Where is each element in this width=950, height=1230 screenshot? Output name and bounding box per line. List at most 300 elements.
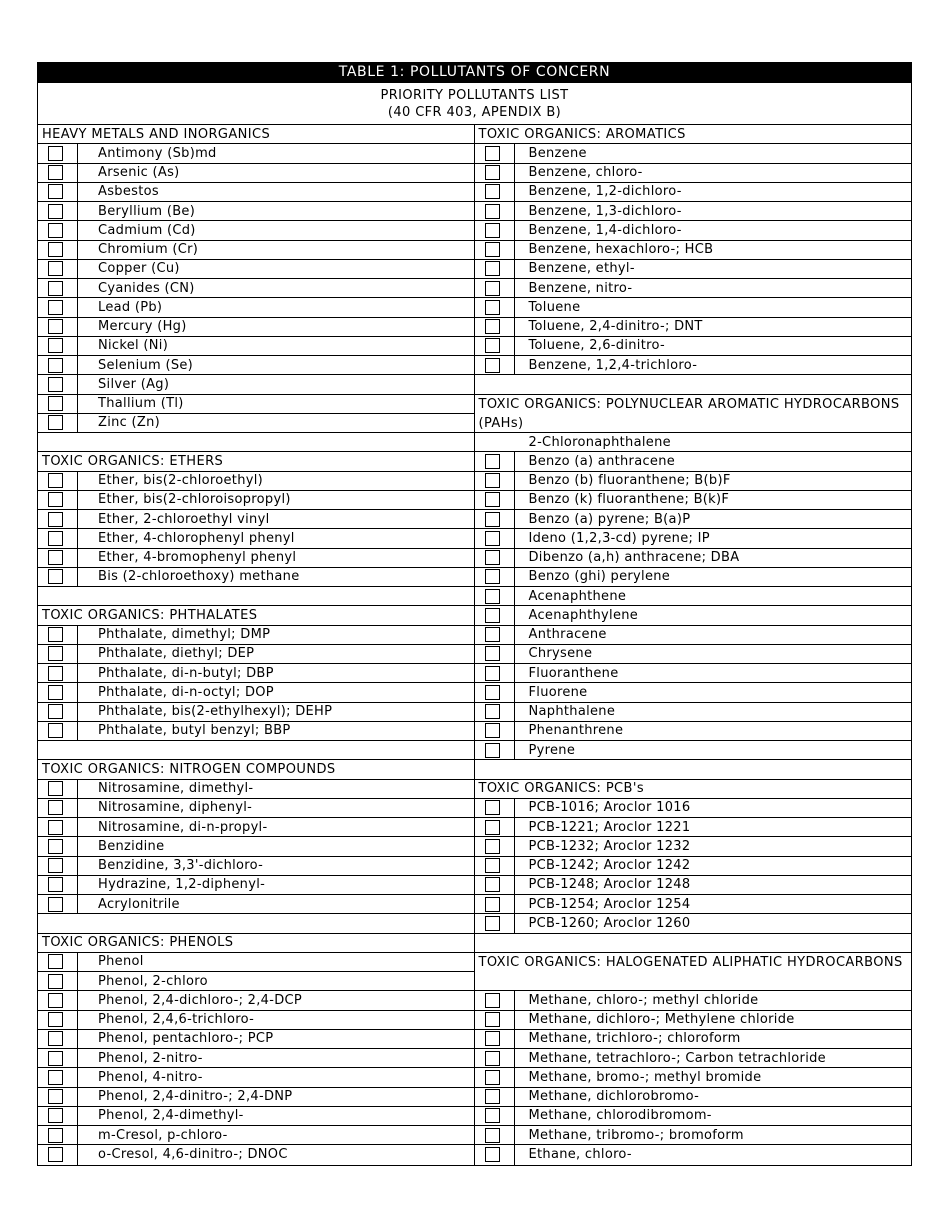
pollutant-label: Phthalate, diethyl; DEP	[98, 646, 255, 662]
pollutant-row	[38, 837, 474, 856]
pollutant-label: Ether, 4-bromophenyl phenyl	[98, 550, 297, 566]
pollutant-row	[475, 452, 912, 471]
pollutant-label: Phenol, 2,4-dimethyl-	[98, 1108, 244, 1124]
pollutant-row	[475, 1030, 912, 1049]
checkbox[interactable]	[48, 512, 63, 527]
pollutant-label: Fluoranthene	[528, 665, 619, 681]
checkbox[interactable]	[48, 319, 63, 334]
pollutant-row	[475, 1049, 912, 1068]
pollutant-row	[38, 414, 474, 433]
checkbox[interactable]	[485, 569, 500, 584]
pollutant-row	[38, 991, 474, 1010]
checkbox[interactable]	[485, 1031, 500, 1046]
checkbox-cell	[38, 953, 78, 971]
checkbox[interactable]	[485, 1089, 500, 1104]
pollutant-row	[38, 510, 474, 529]
checkbox-cell	[475, 491, 515, 509]
checkbox-cell	[38, 664, 78, 682]
pollutant-label: Toluene, 2,4-dinitro-; DNT	[528, 319, 703, 335]
checkbox-cell	[38, 144, 78, 162]
pollutant-label: Benzene, 1,2,4-trichloro-	[528, 357, 698, 373]
checkbox[interactable]	[485, 184, 500, 199]
pollutant-label: Phenol, 2-chloro	[98, 973, 208, 989]
checkbox-cell	[475, 318, 515, 336]
checkbox-cell	[38, 780, 78, 798]
checkbox[interactable]	[485, 800, 500, 815]
checkbox[interactable]	[485, 1108, 500, 1123]
checkbox[interactable]	[485, 897, 500, 912]
pollutant-label: Benzene, nitro-	[528, 280, 633, 296]
checkbox[interactable]	[485, 1070, 500, 1085]
checkbox[interactable]	[485, 993, 500, 1008]
checkbox[interactable]	[485, 1012, 500, 1027]
checkbox-cell	[38, 260, 78, 278]
checkbox[interactable]	[48, 165, 63, 180]
checkbox[interactable]	[485, 704, 500, 719]
checkbox-cell	[475, 549, 515, 567]
section-header: TOXIC ORGANICS: POLYNUCLEAR AROMATIC HYDROCARBONS (PAHs)	[475, 395, 912, 434]
checkbox[interactable]	[48, 1031, 63, 1046]
checkbox[interactable]	[485, 1128, 500, 1143]
pollutant-label: PCB-1254; Aroclor 1254	[528, 896, 691, 912]
pollutant-row	[38, 164, 474, 183]
checkbox[interactable]	[48, 993, 63, 1008]
pollutant-label: Ether, 4-chlorophenyl phenyl	[98, 530, 295, 546]
pollutant-label: Benzo (a) anthracene	[528, 453, 676, 469]
checkbox-cell	[38, 1145, 78, 1164]
checkbox-cell	[475, 337, 515, 355]
pollutant-row	[475, 606, 912, 625]
checkbox[interactable]	[485, 589, 500, 604]
pollutant-label: Phenol, 2,4-dichloro-; 2,4-DCP	[98, 992, 303, 1008]
checkbox-cell	[475, 645, 515, 663]
pollutant-row	[38, 703, 474, 722]
checkbox[interactable]	[48, 781, 63, 796]
section-header: TOXIC ORGANICS: ETHERS	[38, 452, 474, 471]
pollutant-row	[475, 645, 912, 664]
checkbox[interactable]	[48, 1012, 63, 1027]
pollutant-label: Naphthalene	[528, 704, 616, 720]
checkbox-cell	[475, 1145, 515, 1164]
pollutant-label: Arsenic (As)	[98, 165, 180, 181]
checkbox-cell	[475, 1030, 515, 1048]
pollutant-label: Methane, dichlorobromo-	[528, 1089, 700, 1105]
checkbox[interactable]	[485, 627, 500, 642]
checkbox-cell	[475, 221, 515, 239]
checkbox[interactable]	[48, 897, 63, 912]
pollutant-label: PCB-1232; Aroclor 1232	[528, 838, 691, 854]
checkbox-cell	[38, 375, 78, 393]
checkbox-cell	[475, 164, 515, 182]
pollutant-row	[475, 337, 912, 356]
checkbox[interactable]	[485, 743, 500, 758]
pollutant-row	[38, 972, 474, 991]
pollutant-row	[475, 241, 912, 260]
checkbox[interactable]	[485, 608, 500, 623]
checkbox[interactable]	[48, 877, 63, 892]
checkbox[interactable]	[48, 1089, 63, 1104]
pollutant-label: Zinc (Zn)	[98, 415, 161, 431]
pollutant-label: Chromium (Cr)	[98, 242, 199, 258]
pollutant-label: Copper (Cu)	[98, 261, 180, 277]
pollutant-row	[38, 491, 474, 510]
checkbox[interactable]	[48, 800, 63, 815]
pollutant-row	[38, 1145, 474, 1164]
pollutant-label: Beryllium (Be)	[98, 203, 196, 219]
pollutant-row	[475, 356, 912, 375]
checkbox[interactable]	[485, 473, 500, 488]
checkbox-cell	[475, 298, 515, 316]
checkbox[interactable]	[485, 146, 500, 161]
pollutant-label: Phenol, 2-nitro-	[98, 1050, 203, 1066]
pollutant-row	[475, 991, 912, 1010]
checkbox-cell	[475, 568, 515, 586]
checkbox[interactable]	[48, 858, 63, 873]
checkbox[interactable]	[485, 319, 500, 334]
pollutant-row	[475, 587, 912, 606]
checkbox-cell	[38, 1088, 78, 1106]
pollutant-label: Nitrosamine, diphenyl-	[98, 800, 253, 816]
pollutant-row	[38, 356, 474, 375]
checkbox[interactable]	[485, 223, 500, 238]
pollutant-label: Methane, chlorodibromom-	[528, 1108, 712, 1124]
checkbox[interactable]	[48, 300, 63, 315]
checkbox[interactable]	[48, 242, 63, 257]
pollutant-row	[475, 1011, 912, 1030]
checkbox-cell	[475, 529, 515, 547]
pollutant-label: Phthalate, di-n-butyl; DBP	[98, 665, 274, 681]
checkbox-cell	[475, 703, 515, 721]
checkbox-cell	[38, 472, 78, 490]
checkbox-cell	[38, 837, 78, 855]
checkbox[interactable]	[485, 454, 500, 469]
checkbox[interactable]	[48, 1128, 63, 1143]
pollutant-label: Phenol, pentachloro-; PCP	[98, 1031, 274, 1047]
checkbox[interactable]	[48, 954, 63, 969]
checkbox-cell	[38, 703, 78, 721]
pollutant-label: Phenol, 2,4-dinitro-; 2,4-DNP	[98, 1089, 293, 1105]
pollutant-row	[475, 703, 912, 722]
checkbox[interactable]	[48, 281, 63, 296]
checkbox-cell	[38, 549, 78, 567]
pollutant-row	[38, 549, 474, 568]
pollutant-label: Cyanides (CN)	[98, 280, 195, 296]
checkbox[interactable]	[485, 550, 500, 565]
pollutant-label: Hydrazine, 1,2-diphenyl-	[98, 877, 266, 893]
checkbox-cell	[38, 857, 78, 875]
checkbox[interactable]	[48, 473, 63, 488]
pollutant-row	[38, 895, 474, 914]
pollutant-row	[38, 221, 474, 240]
pollutant-label: Antimony (Sb)md	[98, 145, 217, 161]
pollutant-label: Asbestos	[98, 184, 159, 200]
pollutant-label: Selenium (Se)	[98, 357, 194, 373]
checkbox[interactable]	[48, 338, 63, 353]
checkbox[interactable]	[485, 877, 500, 892]
checkbox[interactable]	[485, 204, 500, 219]
pollutant-label: PCB-1221; Aroclor 1221	[528, 819, 691, 835]
checkbox-cell	[475, 1088, 515, 1106]
checkbox-cell	[38, 799, 78, 817]
checkbox-cell	[38, 1068, 78, 1086]
pollutant-row	[475, 914, 912, 933]
pollutant-row	[38, 144, 474, 163]
checkbox-cell	[475, 356, 515, 374]
pollutant-label: Ether, 2-chloroethyl vinyl	[98, 511, 270, 527]
checkbox[interactable]	[485, 261, 500, 276]
checkbox[interactable]	[48, 396, 63, 411]
pollutant-row	[38, 664, 474, 683]
pollutant-row	[475, 568, 912, 587]
pollutant-row	[38, 298, 474, 317]
checkbox[interactable]	[48, 377, 63, 392]
checkbox[interactable]	[48, 261, 63, 276]
pollutant-row	[38, 202, 474, 221]
checkbox[interactable]	[48, 223, 63, 238]
checkbox-cell	[475, 837, 515, 855]
checkbox[interactable]	[485, 839, 500, 854]
pollutant-row	[475, 799, 912, 818]
checkbox[interactable]	[48, 358, 63, 373]
checkbox-cell	[475, 914, 515, 932]
pollutant-row	[475, 1107, 912, 1126]
pollutant-label: Phenanthrene	[528, 723, 624, 739]
pollutant-label: Chrysene	[528, 646, 593, 662]
section-header: TOXIC ORGANICS: PHENOLS	[38, 934, 474, 953]
pollutant-row	[475, 279, 912, 298]
checkbox-cell	[38, 1030, 78, 1048]
spacer-row	[38, 741, 474, 760]
checkbox-cell	[38, 1126, 78, 1144]
checkbox[interactable]	[48, 1070, 63, 1085]
pollutant-row	[475, 876, 912, 895]
table-title: TABLE 1: POLLUTANTS OF CONCERN	[37, 62, 912, 83]
checkbox[interactable]	[485, 281, 500, 296]
checkbox-cell	[475, 1049, 515, 1067]
checkbox[interactable]	[485, 300, 500, 315]
checkbox-cell	[38, 510, 78, 528]
checkbox-cell	[38, 645, 78, 663]
checkbox[interactable]	[48, 627, 63, 642]
pollutant-row	[38, 1011, 474, 1030]
pollutant-label: Phenol	[98, 954, 144, 970]
checkbox-cell	[38, 683, 78, 701]
checkbox[interactable]	[48, 146, 63, 161]
checkbox[interactable]	[485, 512, 500, 527]
checkbox-cell	[38, 1011, 78, 1029]
pollutant-row	[38, 722, 474, 741]
pollutant-row	[38, 799, 474, 818]
pollutant-row	[38, 260, 474, 279]
pollutant-row	[38, 472, 474, 491]
checkbox[interactable]	[48, 1147, 63, 1162]
checkbox-cell	[38, 491, 78, 509]
section-header: TOXIC ORGANICS: AROMATICS	[475, 125, 912, 144]
pollutant-label: m-Cresol, p-chloro-	[98, 1127, 228, 1143]
checkbox[interactable]	[485, 723, 500, 738]
pollutant-label: Benzo (ghi) perylene	[528, 569, 671, 585]
checkbox[interactable]	[485, 358, 500, 373]
spacer-row	[38, 914, 474, 933]
pollutant-label: Benzene, 1,3-dichloro-	[528, 203, 682, 219]
pollutant-label: Benzo (b) fluoranthene; B(b)F	[528, 473, 731, 489]
checkbox-cell	[475, 183, 515, 201]
checkbox[interactable]	[485, 685, 500, 700]
checkbox[interactable]	[48, 569, 63, 584]
checkbox[interactable]	[485, 492, 500, 507]
checkbox-cell	[38, 241, 78, 259]
checkbox-cell	[475, 799, 515, 817]
pollutant-label: Benzene	[528, 145, 587, 161]
checkbox[interactable]	[485, 1147, 500, 1162]
pollutant-row	[38, 818, 474, 837]
pollutant-row	[475, 837, 912, 856]
pollutant-label: Benzidine, 3,3'-dichloro-	[98, 858, 264, 874]
checkbox-cell	[475, 722, 515, 740]
checkbox-cell	[38, 202, 78, 220]
subtitle-line-1: PRIORITY POLLUTANTS LIST	[380, 88, 569, 103]
checkbox-cell	[38, 626, 78, 644]
pollutant-label: Toluene	[528, 299, 581, 315]
checkbox-cell	[475, 1107, 515, 1125]
checkbox[interactable]	[485, 531, 500, 546]
checkbox[interactable]	[48, 184, 63, 199]
checkbox[interactable]	[48, 204, 63, 219]
checkbox-cell	[475, 1126, 515, 1144]
pollutant-label: Ether, bis(2-chloroisopropyl)	[98, 492, 291, 508]
pollutant-label: Benzene, 1,4-dichloro-	[528, 222, 682, 238]
checkbox[interactable]	[48, 492, 63, 507]
checkbox-cell	[38, 529, 78, 547]
checkbox-cell	[38, 1049, 78, 1067]
pollutant-row	[475, 164, 912, 183]
pollutant-label: Nickel (Ni)	[98, 338, 169, 354]
pollutant-row	[38, 953, 474, 972]
pollutant-label: Methane, chloro-; methyl chloride	[528, 992, 759, 1008]
spacer-row	[475, 760, 912, 779]
pollutant-row	[475, 491, 912, 510]
pollutant-label: PCB-1248; Aroclor 1248	[528, 877, 691, 893]
pollutant-label: Mercury (Hg)	[98, 319, 187, 335]
checkbox[interactable]	[48, 704, 63, 719]
checkbox[interactable]	[485, 916, 500, 931]
checkbox[interactable]	[48, 1108, 63, 1123]
table-subtitle	[37, 83, 912, 125]
pollutant-label: Phthalate, butyl benzyl; BBP	[98, 723, 291, 739]
checkbox[interactable]	[48, 415, 63, 430]
checkbox[interactable]	[48, 666, 63, 681]
pollutant-row	[38, 375, 474, 394]
checkbox-cell	[475, 683, 515, 701]
checkbox-cell	[38, 895, 78, 913]
checkbox[interactable]	[48, 550, 63, 565]
checkbox-cell	[475, 279, 515, 297]
pollutant-row	[38, 1107, 474, 1126]
checkbox-cell	[38, 221, 78, 239]
section-header: TOXIC ORGANICS: HALOGENATED ALIPHATIC HYDROCARBONS	[475, 953, 912, 992]
checkbox-cell	[38, 722, 78, 740]
checkbox-cell	[38, 1107, 78, 1125]
checkbox[interactable]	[485, 1051, 500, 1066]
checkbox[interactable]	[485, 858, 500, 873]
pollutant-label: o-Cresol, 4,6-dinitro-; DNOC	[98, 1147, 288, 1163]
spacer-row	[38, 433, 474, 452]
checkbox[interactable]	[48, 685, 63, 700]
checkbox[interactable]	[485, 242, 500, 257]
pollutant-row	[38, 529, 474, 548]
pollutant-row	[475, 183, 912, 202]
checkbox[interactable]	[485, 646, 500, 661]
checkbox[interactable]	[48, 723, 63, 738]
pollutant-row	[38, 683, 474, 702]
checkbox-cell	[475, 895, 515, 913]
checkbox[interactable]	[48, 820, 63, 835]
checkbox-cell	[38, 318, 78, 336]
pollutant-label: Benzo (k) fluoranthene; B(k)F	[528, 492, 730, 508]
checkbox-cell	[38, 568, 78, 586]
checkbox-cell	[475, 664, 515, 682]
checkbox-cell	[475, 510, 515, 528]
checkbox[interactable]	[48, 974, 63, 989]
spacer-row	[475, 934, 912, 953]
checkbox[interactable]	[485, 666, 500, 681]
checkbox[interactable]	[48, 839, 63, 854]
pollutant-label: Methane, tribromo-; bromoform	[528, 1127, 744, 1143]
pollutant-row	[475, 664, 912, 683]
checkbox-cell	[38, 164, 78, 182]
pollutant-row	[38, 1068, 474, 1087]
pollutant-row	[475, 683, 912, 702]
pollutant-row	[475, 202, 912, 221]
pollutant-row	[475, 510, 912, 529]
pollutant-row	[38, 876, 474, 895]
checkbox-cell	[38, 279, 78, 297]
pollutant-row	[475, 741, 912, 760]
pollutant-row	[475, 260, 912, 279]
checkbox-cell	[475, 452, 515, 470]
checkbox-cell	[38, 337, 78, 355]
pollutant-row	[475, 818, 912, 837]
checkbox-cell	[38, 876, 78, 894]
checkbox[interactable]	[48, 531, 63, 546]
pollutant-row	[475, 1126, 912, 1145]
pollutant-label: Thallium (Tl)	[98, 396, 184, 412]
pollutant-row	[475, 472, 912, 491]
pollutant-label: PCB-1242; Aroclor 1242	[528, 858, 691, 874]
pollutant-row	[38, 395, 474, 414]
checkbox[interactable]	[48, 646, 63, 661]
checkbox[interactable]	[485, 165, 500, 180]
pollutant-row	[38, 279, 474, 298]
checkbox[interactable]	[485, 820, 500, 835]
pollutant-label: Dibenzo (a,h) anthracene; DBA	[528, 550, 740, 566]
checkbox[interactable]	[485, 338, 500, 353]
pollutant-row	[38, 337, 474, 356]
pollutant-label: Acrylonitrile	[98, 896, 180, 912]
checkbox-cell	[475, 818, 515, 836]
checkbox[interactable]	[48, 1051, 63, 1066]
pollutant-row	[38, 183, 474, 202]
pollutant-row	[475, 144, 912, 163]
pollutant-row	[475, 895, 912, 914]
pollutant-row	[475, 1068, 912, 1087]
pollutant-row	[38, 318, 474, 337]
pollutant-label: Toluene, 2,6-dinitro-	[528, 338, 665, 354]
pollutant-row	[475, 549, 912, 568]
pollutant-row	[475, 529, 912, 548]
pollutant-row	[38, 626, 474, 645]
pollutant-label: Benzene, chloro-	[528, 165, 643, 181]
